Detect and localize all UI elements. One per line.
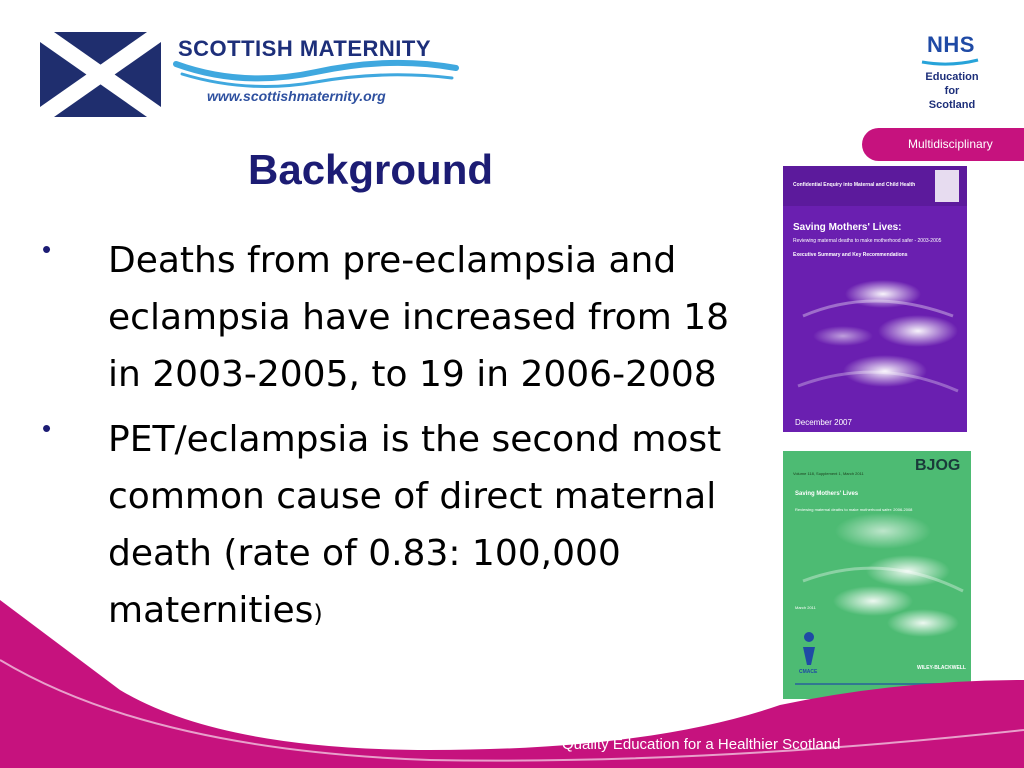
publisher-name: WILEY-BLACKWELL [917,665,966,671]
cover-section: Executive Summary and Key Recommendations [793,252,908,258]
bullet-item [40,232,760,403]
report-cover-2007 [783,166,967,432]
nhs-scotland-line: Scotland [928,99,976,111]
cover-subtitle: Reviewing maternal deaths to make motherhood safer - 2003-2005 [793,238,942,244]
nhs-logo: NHS [927,32,975,57]
cover-date: March 2011 [795,605,816,610]
cover-date: December 2007 [795,418,852,427]
saltire-flag-icon [40,32,161,117]
candles-image [783,166,967,432]
wave-logo-icon [172,54,460,90]
nhs-swoosh-icon [920,58,980,66]
footer-swoosh [0,600,1024,768]
bullet-closing-paren: ) [313,600,323,628]
bullet-list [40,232,760,651]
cover-title: Saving Mothers' Lives: [793,222,902,233]
journal-name: BJOG [915,457,961,474]
slide-title: Background [248,146,494,193]
cover-subtitle: Reviewing maternal deaths to make motherhood safer: 2006-2008 [795,507,913,512]
bullet-marker: • [42,234,52,264]
scottish-maternity-logo-title: SCOTTISH MATERNITY [178,36,432,61]
cmace-badge: CMACE [799,669,818,675]
cover-top-line: Confidential Enquiry into Maternal and Child Health [793,182,916,188]
scottish-maternity-url[interactable]: www.scottishmaternity.org [207,88,386,104]
bullet-text-body: PET/eclampsia is the second most common cause of direct maternal death (rate of 0.83: 100,000 maternities [108,419,722,631]
bullet-text: Deaths from pre-eclampsia and eclampsia have increased from 18 in 2003-2005, to 19 in 2006-2008 [108,240,730,395]
nhs-education-line: Education [925,71,979,83]
cover-title: Saving Mothers' Lives [795,491,859,497]
footer-tagline: Quality Education for a Healthier Scotland [562,736,841,753]
cover-top-line: Volume 118, Supplement 1, March 2011 [793,471,864,476]
nhs-for-line: for [944,85,960,97]
bullet-marker: • [42,413,52,443]
multidisciplinary-tag: Multidisciplinary [862,128,1024,161]
